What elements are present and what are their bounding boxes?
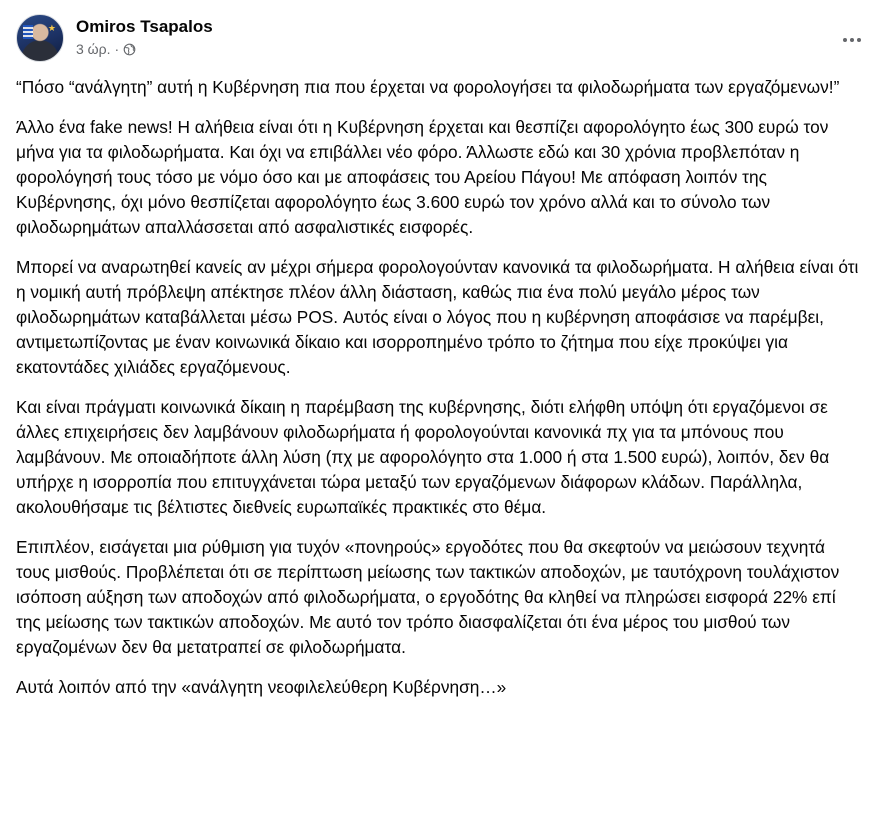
post-paragraph: Αυτά λοιπόν από την «ανάλγητη νεοφιλελεύθερη Κυβέρνηση…»	[16, 677, 507, 697]
post-body	[16, 75, 859, 715]
globe-icon[interactable]	[123, 43, 136, 56]
menu-dot	[843, 38, 847, 42]
more-options-icon[interactable]	[840, 28, 864, 52]
post-meta	[76, 41, 136, 57]
post-paragraph: Άλλο ένα fake news! Η αλήθεια είναι ότι η Κυβέρνηση έρχεται και θεσπίζει αφορολόγητο έως 300 ευρώ τον μήνα για τα φιλοδωρήματα. Και όχι να επιβάλλει νέο φόρο. Άλλωστε εδώ και 30 χρόνια προβλεπόταν η φορολόγησή τους τόσο με νόμο όσο και με αποφάσεις του Αρείου Πάγου! Με απόφαση λοιπόν της Κυβέρνησης, όχι μόνο θεσπίζεται αφορολόγητο έως 3.600 ευρώ τον χρόνο αλλά και το σύνολο των φιλοδωρημάτων απαλλάσσεται από ασφαλιστικές εισφορές.	[16, 117, 829, 237]
star-graphic: ★	[47, 23, 56, 33]
menu-dot	[857, 38, 861, 42]
post-paragraph: Επιπλέον, εισάγεται μια ρύθμιση για τυχόν «πονηρούς» εργοδότες που θα σκεφτούν να μειώσουν τεχνητά τους μισθούς. Προβλέπεται ότι σε περίπτωση μείωσης των τακτικών αποδοχών, με ταυτόχρονη τουλάχιστον ισόποση αύξηση των αποδοχών από φιλοδωρήματα, ο εργοδότης θα κληθεί να πληρώσει εισφορά 22% επί της μείωσης των τακτικών αποδοχών. Με αυτό τον τρόπο διασφαλίζεται ότι ένα μέρος του μισθού των εργαζομένων δεν θα μετατραπεί σε φιλοδωρήματα.	[16, 537, 840, 657]
post-time[interactable]: 3 ώρ.	[76, 41, 111, 57]
menu-dot	[850, 38, 854, 42]
meta-separator: ·	[114, 41, 120, 57]
avatar[interactable]	[16, 14, 64, 62]
post-paragraph: “Πόσο “ανάλγητη” αυτή η Κυβέρνηση πια που έρχεται να φορολογήσει τα φιλοδωρήματα των εργαζόμενων!”	[16, 77, 840, 97]
post-header	[16, 14, 864, 62]
post-paragraph: Και είναι πράγματι κοινωνικά δίκαιη η παρέμβαση της κυβέρνησης, διότι ελήφθη υπόψη ότι εργαζόμενοι σε άλλες επιχειρήσεις δεν λαμβάνουν φιλοδωρήματα ή φορολογούνται κανονικά πχ για τα μπόνους που λαμβάνουν. Με οποιαδήποτε άλλη λύση (πχ με αφορολόγητο στα 1.000 ή στα 1.500 ευρώ), λοιπόν, δεν θα υπήρχε η ισορροπία που επιτυγχάνεται τώρα μεταξύ των εργαζόμενων διάφορων κλάδων. Παράλληλα, ακολουθήσαμε τις βέλτιστες διεθνείς ευρωπαϊκές πρακτικές στο θέμα.	[16, 397, 830, 517]
post-paragraph: Μπορεί να αναρωτηθεί κανείς αν μέχρι σήμερα φορολογούνταν κανονικά τα φιλοδωρήματα. Η αλήθεια είναι ότι η νομική αυτή πρόβλεψη απέκτησε πλέον άλλη διάσταση, καθώς πια ένα πολύ μεγάλο μέρος των φιλοδωρημάτων καταβάλλεται μέσω POS. Αυτός είναι ο λόγος που η κυβέρνηση αποφάσισε να παρέμβει, αντιμετωπίζοντας με έναν κοινωνικά δίκαιο και ισορροπημένο τρόπο το ζήτημα που είχε προκύψει για εκατοντάδες χιλιάδες εργαζόμενους.	[16, 257, 859, 377]
flag-graphic	[23, 25, 33, 39]
author-name[interactable]: Omiros Tsapalos	[76, 17, 213, 36]
